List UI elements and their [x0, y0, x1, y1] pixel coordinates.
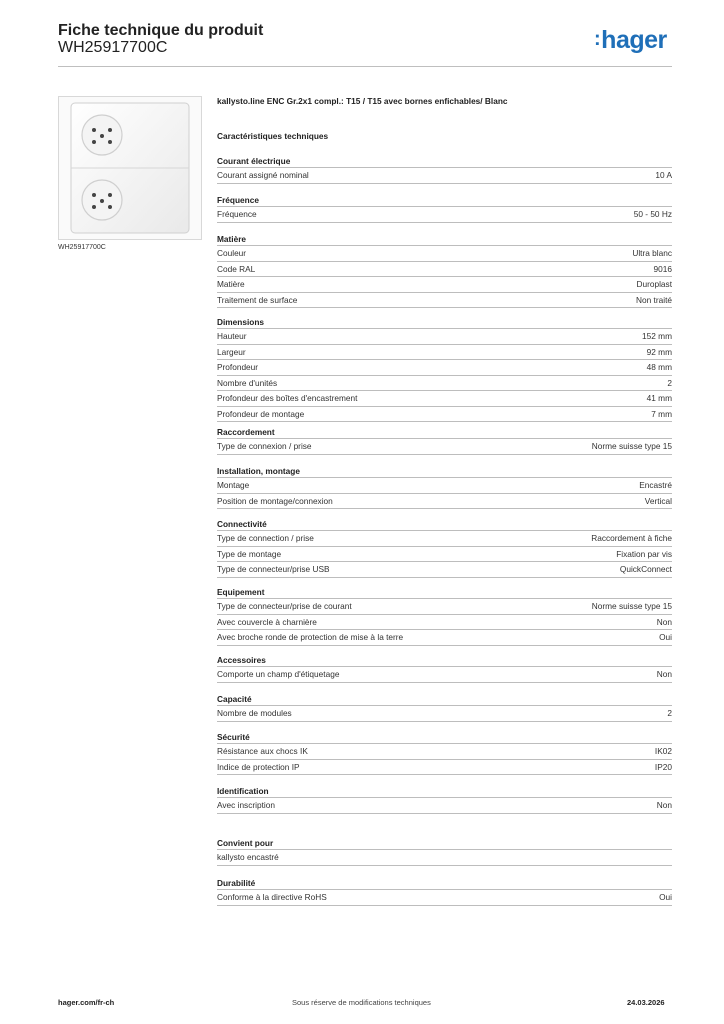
- section-dimensions: [217, 316, 672, 422]
- section-durabilite: [217, 877, 672, 906]
- section-title: Identification: [217, 786, 269, 796]
- spec-label: Position de montage/connexion: [217, 495, 333, 506]
- logo-mark: :: [594, 28, 601, 50]
- socket-illustration: [59, 97, 201, 239]
- section-title: Fréquence: [217, 195, 259, 205]
- spec-row: [217, 438, 672, 455]
- socket-top: [82, 115, 122, 155]
- spec-row: [217, 530, 672, 546]
- section-title: Matière: [217, 234, 247, 244]
- logo-text: hager: [601, 26, 667, 54]
- spec-value: Non: [656, 800, 672, 811]
- spec-value: 2: [667, 708, 672, 719]
- spec-value: Fixation par vis: [616, 548, 672, 559]
- spec-value: Oui: [659, 632, 672, 643]
- spec-row: [217, 390, 672, 406]
- spec-value: IK02: [654, 746, 672, 757]
- section-matiere: [217, 233, 672, 308]
- section-title: Convient pour: [217, 838, 274, 848]
- section-title: Equipement: [217, 587, 265, 597]
- spec-row: [217, 797, 672, 814]
- product-image: [58, 96, 202, 240]
- spec-row: [217, 406, 672, 423]
- spec-row: [217, 705, 672, 722]
- section-title: Installation, montage: [217, 466, 300, 476]
- section-title: Sécurité: [217, 732, 250, 742]
- spec-row: [217, 598, 672, 614]
- spec-label: Avec couvercle à charnière: [217, 616, 317, 627]
- section-title: Dimensions: [217, 317, 265, 327]
- page-title: Fiche technique du produit: [58, 22, 264, 39]
- spec-value: IP20: [654, 761, 672, 772]
- spec-row: [217, 359, 672, 375]
- spec-label: Profondeur de montage: [217, 408, 305, 419]
- section-frequence: [217, 194, 672, 223]
- section-capacite: [217, 693, 672, 722]
- section-raccordement: [217, 426, 672, 455]
- spec-label: Matière: [217, 279, 245, 290]
- spec-label: Profondeur des boîtes d'encastrement: [217, 393, 358, 404]
- spec-row: [217, 167, 672, 184]
- socket-bottom: [82, 180, 122, 220]
- header-divider: [58, 66, 672, 67]
- spec-value: Duroplast: [636, 279, 672, 290]
- spec-row: [217, 276, 672, 292]
- spec-row: [217, 743, 672, 759]
- spec-row: [217, 477, 672, 493]
- spec-label: Hauteur: [217, 331, 247, 342]
- image-caption: WH25917700C: [58, 244, 106, 251]
- spec-label: Résistance aux chocs IK: [217, 746, 308, 757]
- spec-label: Type de connexion / prise: [217, 441, 312, 452]
- spec-row: [217, 245, 672, 261]
- spec-value: Raccordement à fiche: [591, 533, 672, 544]
- spec-label: Nombre de modules: [217, 708, 292, 719]
- spec-label: Traitement de surface: [217, 294, 298, 305]
- footer-website[interactable]: hager.com/fr-ch: [58, 998, 115, 1007]
- spec-value: 48 mm: [646, 362, 672, 373]
- spec-label: kallysto encastré: [217, 852, 279, 863]
- spec-row: [217, 546, 672, 562]
- section-convient-pour: [217, 837, 672, 866]
- spec-value: 92 mm: [646, 346, 672, 357]
- footer-notice: Sous réserve de modifications techniques: [292, 998, 431, 1007]
- spec-label: Conforme à la directive RoHS: [217, 892, 327, 903]
- spec-value: Vertical: [644, 495, 672, 506]
- spec-row: [217, 849, 672, 866]
- spec-value: Norme suisse type 15: [591, 441, 672, 452]
- spec-label: Montage: [217, 480, 250, 491]
- section-title: Accessoires: [217, 655, 266, 665]
- spec-value: Non: [656, 669, 672, 680]
- spec-label: Indice de protection IP: [217, 761, 300, 772]
- spec-value: 9016: [653, 263, 672, 274]
- spec-row: [217, 666, 672, 683]
- spec-row: [217, 889, 672, 906]
- section-title: Connectivité: [217, 519, 267, 529]
- spec-label: Profondeur: [217, 362, 259, 373]
- spec-value: Ultra blanc: [632, 248, 672, 259]
- spec-value: 152 mm: [642, 331, 672, 342]
- spec-value: 50 - 50 Hz: [633, 209, 672, 220]
- section-title: Durabilité: [217, 878, 256, 888]
- spec-label: Avec broche ronde de protection de mise à la terre: [217, 632, 404, 643]
- spec-row: [217, 375, 672, 391]
- hager-logo[interactable]: [594, 26, 667, 55]
- spec-row: [217, 614, 672, 630]
- footer-date: 24.03.2026: [627, 998, 665, 1007]
- spec-value: Non traité: [636, 294, 672, 305]
- section-title: Courant électrique: [217, 156, 291, 166]
- spec-row: [217, 328, 672, 344]
- section-installation-montage: [217, 465, 672, 509]
- tech-specs-heading: Caractéristiques techniques: [217, 131, 329, 141]
- spec-value: QuickConnect: [619, 564, 672, 575]
- spec-label: Type de connecteur/prise USB: [217, 564, 330, 575]
- spec-value: 2: [667, 377, 672, 388]
- spec-label: Type de connecteur/prise de courant: [217, 601, 352, 612]
- spec-label: Code RAL: [217, 263, 256, 274]
- section-equipement: [217, 586, 672, 646]
- product-code: WH25917700C: [58, 39, 168, 56]
- spec-label: Courant assigné nominal: [217, 170, 309, 181]
- spec-row: [217, 629, 672, 646]
- spec-row: [217, 493, 672, 510]
- spec-label: Couleur: [217, 248, 247, 259]
- spec-value: 41 mm: [646, 393, 672, 404]
- section-accessoires: [217, 654, 672, 683]
- section-courant-electrique: [217, 155, 672, 184]
- spec-label: Fréquence: [217, 209, 257, 220]
- section-title: Raccordement: [217, 427, 275, 437]
- spec-value: 7 mm: [651, 408, 672, 419]
- spec-row: [217, 292, 672, 309]
- section-identification: [217, 785, 672, 814]
- spec-value: Non: [656, 616, 672, 627]
- spec-label: Type de connection / prise: [217, 533, 314, 544]
- spec-label: Largeur: [217, 346, 246, 357]
- spec-label: Type de montage: [217, 548, 282, 559]
- section-securite: [217, 731, 672, 775]
- spec-label: Avec inscription: [217, 800, 275, 811]
- spec-value: Oui: [659, 892, 672, 903]
- spec-row: [217, 561, 672, 578]
- product-description: kallysto.line ENC Gr.2x1 compl.: T15 / T15 avec bornes enfichables/ Blanc: [217, 96, 508, 106]
- spec-row: [217, 261, 672, 277]
- spec-label: Comporte un champ d'étiquetage: [217, 669, 340, 680]
- spec-row: [217, 759, 672, 776]
- spec-label: Nombre d'unités: [217, 377, 278, 388]
- section-connectivite: [217, 518, 672, 578]
- spec-row: [217, 344, 672, 360]
- spec-value: 10 A: [655, 170, 672, 181]
- section-title: Capacité: [217, 694, 252, 704]
- spec-value: Encastré: [639, 480, 672, 491]
- spec-value: Norme suisse type 15: [591, 601, 672, 612]
- spec-row: [217, 206, 672, 223]
